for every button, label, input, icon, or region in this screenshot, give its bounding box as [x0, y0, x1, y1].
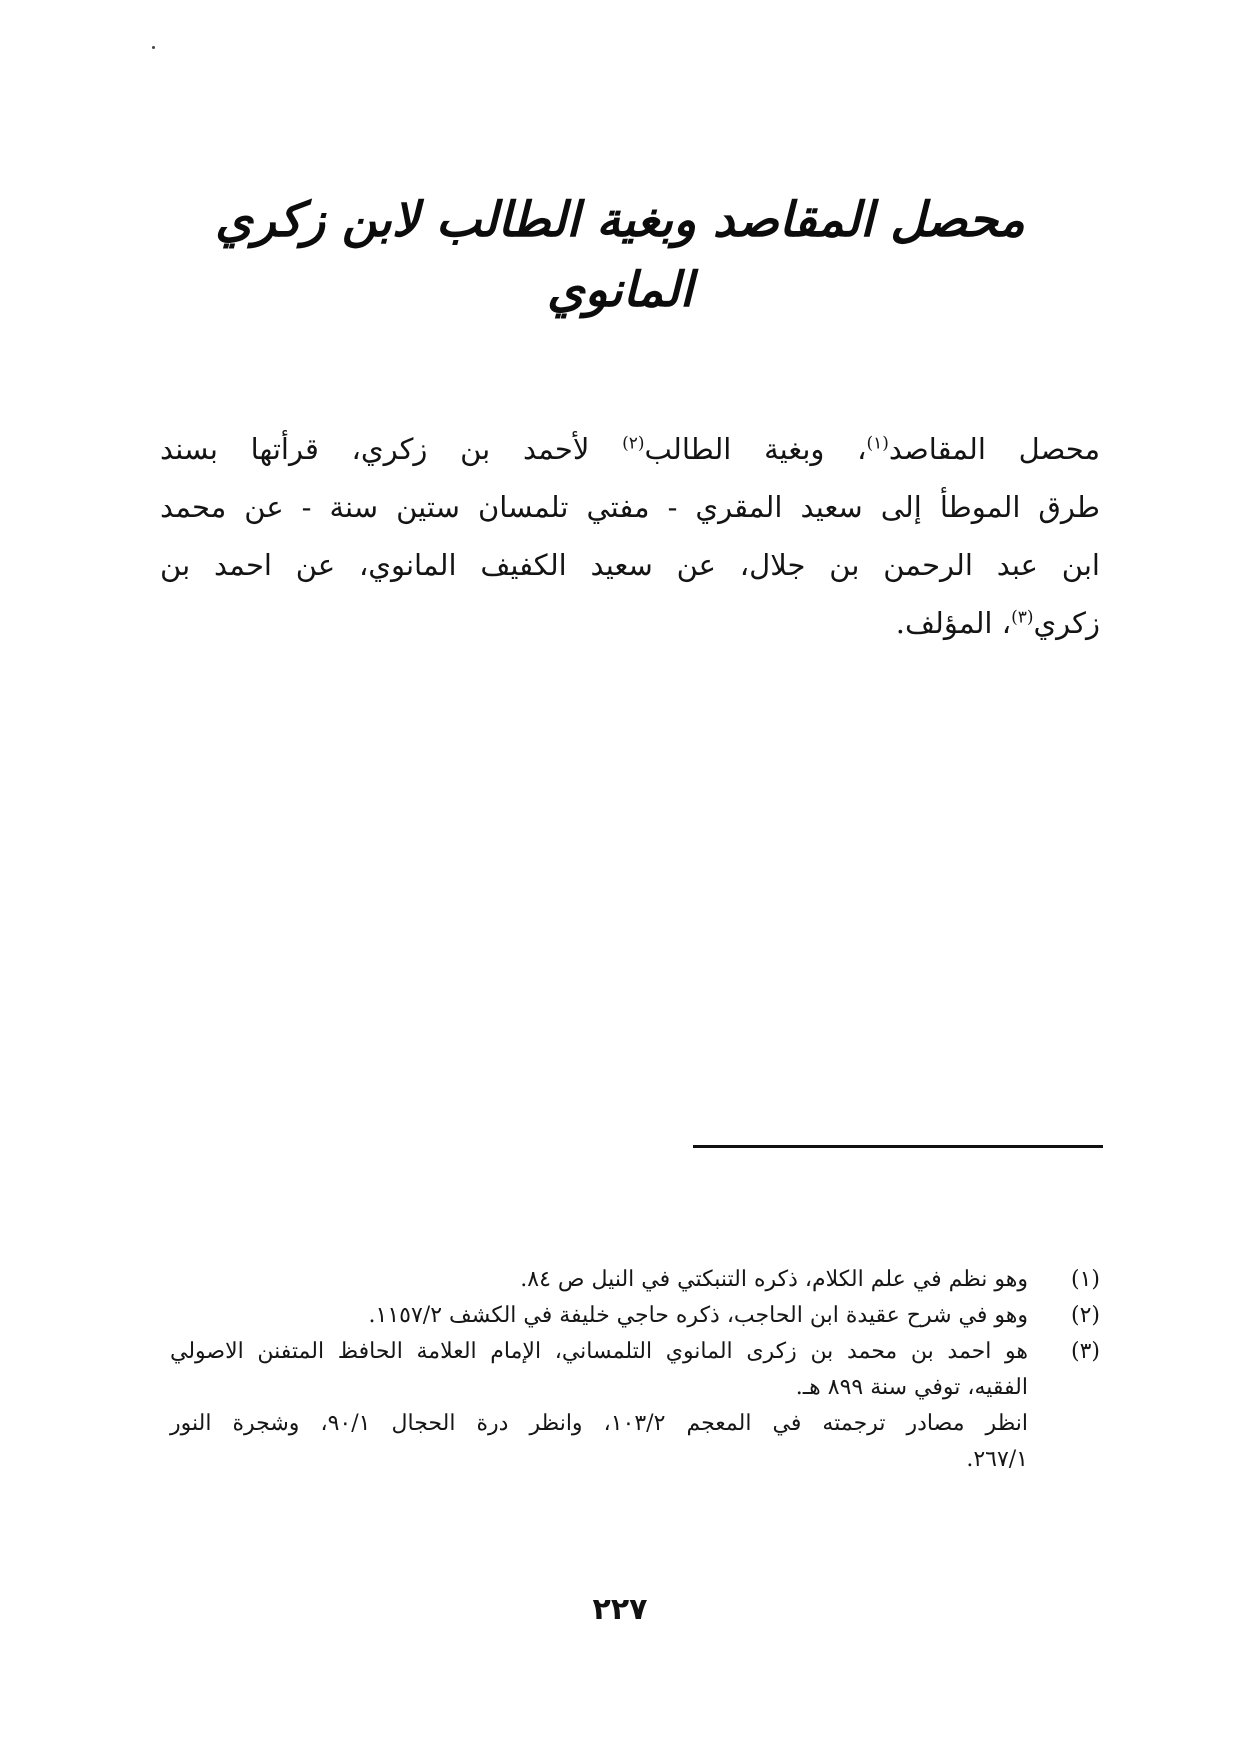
- text-fragment: زكري: [1033, 606, 1100, 640]
- footnote-3: [170, 1334, 1100, 1478]
- footnote-ref-3[interactable]: (٣): [1011, 607, 1034, 628]
- footnote-ref-2[interactable]: (٢): [622, 433, 645, 454]
- paragraph-line-3: ابن عبد الرحمن بن جلال، عن سعيد الكفيف المانوي، عن احمد بن: [160, 548, 1100, 582]
- text-fragment: ، المؤلف.: [895, 606, 1012, 640]
- paragraph-line-1: [160, 420, 1100, 478]
- footnote-line: انظر مصادر ترجمته في المعجم ١٠٣/٢، وانظر درة الحجال ٩٠/١، وشجرة النور: [170, 1411, 1028, 1436]
- footnote-line: وهو نظم في علم الكلام، ذكره التنبكتي في النيل ص ٨٤.: [520, 1267, 1028, 1292]
- footnote-1: [170, 1262, 1100, 1298]
- page-title: محصل المقاصد وبغية الطالب لابن زكري المانوي: [215, 192, 1025, 318]
- footnote-ref-1[interactable]: (١): [866, 433, 889, 454]
- footnote-line: ٢٦٧/١.: [966, 1447, 1028, 1472]
- footnote-number: (٣): [1070, 1339, 1100, 1364]
- footnote-text: [170, 1334, 1028, 1478]
- text-fragment: ، وبغية الطالب: [644, 432, 867, 466]
- page-number: ٢٢٧: [592, 1592, 648, 1627]
- footnote-number: (٢): [1070, 1303, 1100, 1328]
- text-fragment: محصل المقاصد: [888, 432, 1100, 466]
- footnote-2: [170, 1298, 1100, 1334]
- text-fragment: لأحمد بن زكري، قرأتها بسند: [160, 432, 623, 466]
- footnote-text: [170, 1298, 1028, 1334]
- paragraph-line-4: [160, 594, 1100, 652]
- footnote-separator: [693, 1145, 1103, 1148]
- main-paragraph: [160, 420, 1100, 652]
- footnote-number: (١): [1070, 1267, 1100, 1292]
- footnote-line: وهو في شرح عقيدة ابن الحاجب، ذكره حاجي خليفة في الكشف ١١٥٧/٢.: [368, 1303, 1028, 1328]
- footnotes: [170, 1262, 1100, 1478]
- scan-speck: [152, 46, 155, 49]
- footnote-line: هو احمد بن محمد بن زكرى المانوي التلمساني، الإمام العلامة الحافظ المتفنن الاصولي: [170, 1339, 1028, 1364]
- footnote-line: الفقيه، توفي سنة ٨٩٩ هـ.: [795, 1375, 1028, 1400]
- paragraph-line-2: طرق الموطأ إلى سعيد المقري - مفتي تلمسان ستين سنة - عن محمد: [160, 490, 1100, 524]
- footnote-text: [170, 1262, 1028, 1298]
